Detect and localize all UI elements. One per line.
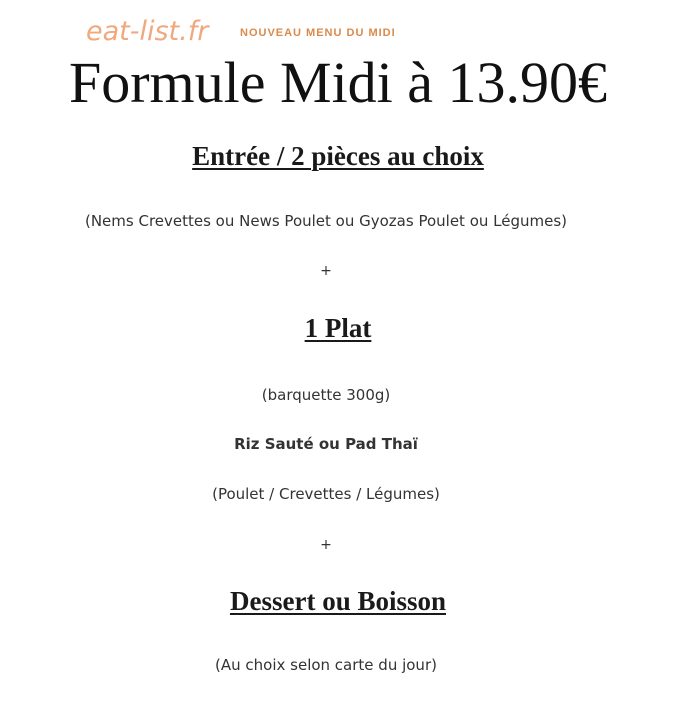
section-heading-entree: Entrée / 2 pièces au choix (192, 141, 484, 171)
plat-proteins: (Poulet / Crevettes / Légumes) (212, 485, 440, 503)
menu-eyebrow: NOUVEAU MENU DU MIDI (240, 27, 396, 39)
plus-separator-1: + (320, 263, 332, 279)
plat-options: Riz Sauté ou Pad Thaï (234, 435, 418, 453)
section-heading-dessert: Dessert ou Boisson (229, 586, 446, 616)
entree-options: (Nems Crevettes ou News Poulet ou Gyozas Poulet ou Légumes) (84, 212, 568, 230)
watermark-logo: eat-list.fr (86, 16, 209, 47)
plat-portion: (barquette 300g) (261, 386, 391, 404)
section-heading-plat: 1 Plat (304, 313, 372, 343)
page-title: Formule Midi à 13.90€ (68, 50, 608, 115)
plus-separator-2: + (320, 537, 332, 553)
dessert-options: (Au choix selon carte du jour) (215, 656, 437, 674)
